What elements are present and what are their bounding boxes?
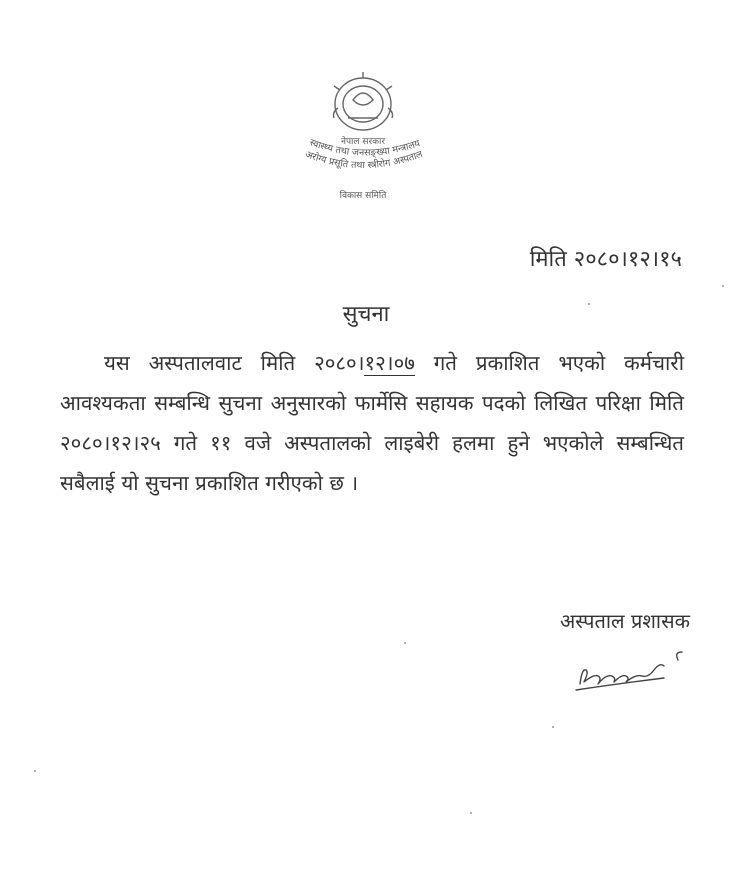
scan-speck	[34, 770, 36, 772]
seal-graphic	[268, 70, 458, 210]
notice-body	[60, 343, 684, 503]
body-text-part-2: गते प्रकाशित भएको कर्मचारी आवश्यकता सम्बन्धि सुचना अनुसारको फार्मेसि सहायक पदको लिखित परिक्षा मिति २०८०।१२।२५ गते ११ वजे अस्पतालको लाइबेरी हलमा हुने भएकोले सम्बन्धित सबैलाई यो सुचना प्रकाशित गरीएको छ ।	[60, 351, 684, 495]
office-seal	[268, 70, 458, 210]
notice-heading: सुचना	[342, 302, 390, 327]
signature-scribble	[574, 650, 704, 694]
body-text-part-1: यस अस्पतालवाट मिति २०८०।	[104, 351, 365, 375]
scan-speck	[552, 726, 554, 728]
scan-speck	[404, 642, 406, 644]
seal-line-4: विकास समिति	[339, 191, 387, 201]
seal-line-2: स्वास्थ्य तथा जनसङ्ख्या मन्त्रालय	[308, 137, 422, 159]
body-underlined-date: १२।०७	[364, 351, 415, 375]
scan-speck	[722, 285, 724, 287]
seal-line-3: अरोग्य प्रसूति तथा स्त्रीरोग अस्पताल	[303, 148, 425, 172]
scan-speck	[588, 303, 590, 305]
notice-date: मिति २०८०।१२।१५	[529, 247, 682, 272]
signature	[574, 650, 704, 694]
signatory-title: अस्पताल प्रशासक	[560, 609, 690, 633]
scan-speck	[470, 812, 472, 814]
seal-line-1: नेपाल सरकार	[340, 137, 386, 147]
